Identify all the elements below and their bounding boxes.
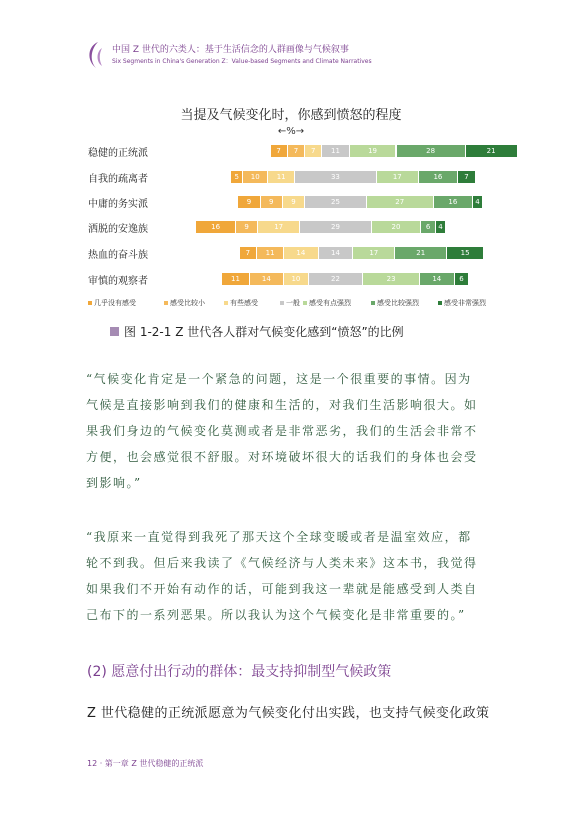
row-label: 审慎的观察者 xyxy=(88,276,148,287)
bar-segment: 19 xyxy=(350,145,396,157)
row-label: 自我的疏离者 xyxy=(88,174,148,185)
quote-line: 方便，也会感觉很不舒服。对环境破坏很大的话我们的身体也会受 xyxy=(86,450,478,464)
bar-segment: 4 xyxy=(473,196,482,208)
bar-segment: 11 xyxy=(268,171,294,183)
legend-label: 感受比较小 xyxy=(170,299,205,307)
bar-segment: 14 xyxy=(284,247,318,259)
quote-line: 到影响。” xyxy=(86,476,142,490)
bar-segment: 10 xyxy=(243,171,267,183)
bar-segment: 29 xyxy=(300,221,371,233)
bar-segment: 27 xyxy=(367,196,433,208)
bar-segment: 10 xyxy=(284,273,308,285)
stacked-bar-chart xyxy=(0,0,582,310)
quote-line: 轮不到我。但后来我读了《气候经济与人类未来》这本书，我觉得 xyxy=(86,556,478,570)
legend-swatch xyxy=(164,301,168,305)
bar-segment: 25 xyxy=(305,196,366,208)
legend-item xyxy=(164,298,205,308)
legend-label: 有些感受 xyxy=(230,299,258,307)
bar-segment: 11 xyxy=(322,145,348,157)
bar-segment: 15 xyxy=(447,247,483,259)
bar-segment: 7 xyxy=(288,145,304,157)
legend-label: 感受有点强烈 xyxy=(309,299,351,307)
quote-line: 己布下的一系列恶果。所以我认为这个气候变化是非常重要的。” xyxy=(86,608,466,622)
page-footer: 12 · 第一章 Z 世代稳健的正统派 xyxy=(87,759,204,768)
bar-segment: 14 xyxy=(250,273,284,285)
legend-swatch xyxy=(280,301,284,305)
bar-segment: 16 xyxy=(434,196,473,208)
bar-segment: 4 xyxy=(436,221,445,233)
bar-segment: 7 xyxy=(305,145,321,157)
bar-segment: 7 xyxy=(458,171,474,183)
bar-segment: 5 xyxy=(231,171,242,183)
body-paragraph: Z 世代稳健的正统派愿意为气候变化付出实践，也支持气候变化政策 xyxy=(87,706,490,721)
legend-item xyxy=(280,298,300,308)
bar-segment: 16 xyxy=(196,221,235,233)
bar-segment: 7 xyxy=(271,145,287,157)
row-label: 中庸的务实派 xyxy=(88,199,148,210)
quote-line: 如果我们不开始有动作的话，可能到我这一辈就是能感受到人类自 xyxy=(86,582,478,596)
bar-segment: 20 xyxy=(372,221,420,233)
bar-segment: 21 xyxy=(395,247,446,259)
bar-segment: 23 xyxy=(363,273,419,285)
section-heading: (2) 愿意付出行动的群体：最支持抑制型气候政策 xyxy=(87,664,392,680)
legend-swatch xyxy=(438,301,442,305)
interview-quote-1 xyxy=(86,366,492,496)
bar-segment: 14 xyxy=(420,273,454,285)
bar-segment: 33 xyxy=(295,171,376,183)
bar-segment: 22 xyxy=(309,273,362,285)
quote-line: 气候是直接影响到我们的健康和生活的，对我们生活影响很大。如 xyxy=(86,398,478,412)
quote-line: 果我们身边的气候变化莫测或者是非常恶劣，我们的生活会非常不 xyxy=(86,424,478,438)
bar-segment: 17 xyxy=(258,221,299,233)
legend-swatch xyxy=(303,301,307,305)
bar-segment: 6 xyxy=(455,273,469,285)
header-title: 中国 Z 世代的六类人：基于生活信念的人群画像与气候叙事 xyxy=(112,45,349,55)
bar-segment: 16 xyxy=(419,171,458,183)
legend-item xyxy=(224,298,258,308)
interview-quote-2 xyxy=(86,524,492,628)
legend-item xyxy=(88,298,136,308)
legend-label: 感受非常强烈 xyxy=(444,299,486,307)
quote-line: “我原来一直觉得到我死了那天这个全球变暖或者是温室效应，都 xyxy=(86,530,472,544)
legend-label: 一般 xyxy=(286,299,300,307)
quote-line: “气候变化肯定是一个紧急的问题，这是一个很重要的事情。因为 xyxy=(86,372,472,386)
bar-segment: 17 xyxy=(353,247,394,259)
chart-title: 当提及气候变化时，你感到愤怒的程度 xyxy=(180,108,402,123)
bar-segment: 9 xyxy=(238,196,259,208)
legend-item xyxy=(371,298,419,308)
bar-segment: 28 xyxy=(397,145,465,157)
legend-swatch xyxy=(224,301,228,305)
bar-segment: 6 xyxy=(421,221,435,233)
legend-item xyxy=(438,298,486,308)
bar-segment: 21 xyxy=(466,145,517,157)
chart-unit: ←%→ xyxy=(277,126,305,137)
row-label: 稳健的正统派 xyxy=(88,148,148,159)
row-label: 热血的奋斗族 xyxy=(88,250,148,261)
bar-segment: 7 xyxy=(240,247,256,259)
legend-label: 几乎没有感受 xyxy=(94,299,136,307)
caption-marker-icon xyxy=(110,327,119,336)
bar-segment: 11 xyxy=(257,247,283,259)
bar-segment: 9 xyxy=(236,221,257,233)
figure-caption: 图 1-2-1 Z 世代各人群对气候变化感到“愤怒”的比例 xyxy=(124,325,404,339)
bar-segment: 11 xyxy=(222,273,248,285)
bar-segment: 9 xyxy=(283,196,304,208)
legend-swatch xyxy=(88,301,92,305)
legend-label: 感受比较强烈 xyxy=(377,299,419,307)
bar-segment: 9 xyxy=(261,196,282,208)
legend-item xyxy=(303,298,351,308)
bar-segment: 14 xyxy=(319,247,353,259)
row-label: 洒脱的安逸族 xyxy=(88,224,148,235)
header-subtitle: Six Segments in China's Generation Z：Value-based Segments and Climate Narratives xyxy=(112,58,372,65)
legend-swatch xyxy=(371,301,375,305)
bar-segment: 17 xyxy=(377,171,418,183)
